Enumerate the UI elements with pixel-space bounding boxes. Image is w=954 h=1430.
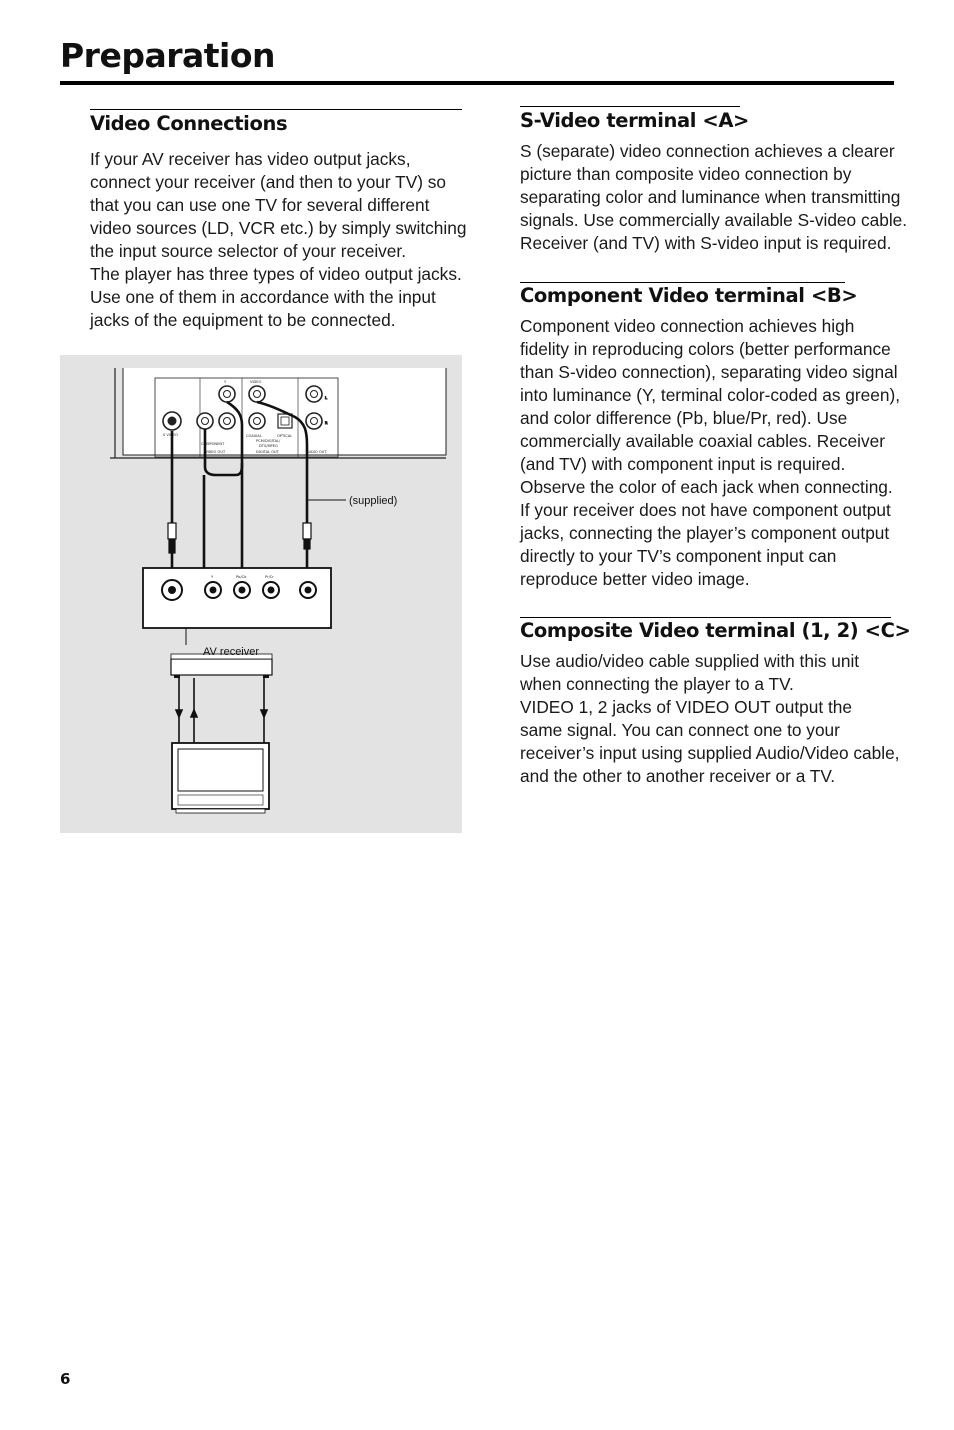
svg-text:R: R bbox=[325, 421, 328, 425]
player-rear-panel bbox=[110, 368, 446, 458]
text-line: The player has three types of video output jacks. bbox=[90, 264, 462, 284]
text-line: Component video connection achieves high bbox=[520, 316, 855, 336]
text-line: reproduce better video image. bbox=[520, 569, 750, 589]
text-line: Use one of them in accordance with the input bbox=[90, 287, 436, 307]
s-video-rule bbox=[520, 106, 740, 107]
text-line: VIDEO 1, 2 jacks of VIDEO OUT output the bbox=[520, 697, 853, 717]
s-video-body bbox=[520, 140, 907, 255]
text-line: If your receiver does not have component output bbox=[520, 500, 891, 520]
receiver-input-panel bbox=[143, 568, 331, 628]
s-video-heading: S-Video terminal <A> bbox=[520, 109, 749, 132]
text-line: fidelity in reproducing colors (better performance bbox=[520, 339, 891, 359]
tv-icon bbox=[172, 743, 269, 813]
text-line: If your AV receiver has video output jacks, bbox=[90, 149, 411, 169]
component-video-heading: Component Video terminal <B> bbox=[520, 284, 858, 307]
text-line: picture than composite video connection by bbox=[520, 164, 852, 184]
panel-label: OPTICAL bbox=[277, 434, 293, 438]
panel-label: DIGITAL OUT bbox=[256, 450, 279, 454]
composite-video-body bbox=[520, 650, 900, 788]
text-line: when connecting the player to a TV. bbox=[520, 674, 794, 694]
composite-video-heading: Composite Video terminal (1, 2) <C> bbox=[520, 619, 911, 642]
text-line: Use audio/video cable supplied with this unit bbox=[520, 651, 860, 671]
composite-video-rule bbox=[520, 617, 891, 618]
text-line: same signal. You can connect one to your bbox=[520, 720, 840, 740]
panel-label: COMPONENT bbox=[201, 442, 225, 446]
video-connections-body bbox=[90, 148, 466, 332]
text-line: video sources (LD, VCR etc.) by simply switching bbox=[90, 218, 467, 238]
text-line: connect your receiver (and then to your TV) so bbox=[90, 172, 447, 192]
receiver-jack-label: Pb/Cb bbox=[236, 575, 247, 579]
text-line: separating color and luminance when transmitting bbox=[520, 187, 901, 207]
text-line: jacks, connecting the player’s component output bbox=[520, 523, 890, 543]
panel-label: S VIDEO bbox=[163, 433, 178, 437]
connection-diagram bbox=[60, 355, 462, 833]
supplied-label: (supplied) bbox=[349, 495, 398, 507]
text-line: directly to your TV’s component input can bbox=[520, 546, 837, 566]
video-connections-rule bbox=[90, 109, 462, 110]
panel-label: DTS/MPEG bbox=[259, 444, 278, 448]
text-line: the input source selector of your receiver. bbox=[90, 241, 407, 261]
text-line: than S-video connection), separating video signal bbox=[520, 362, 898, 382]
panel-label: VIDEO bbox=[250, 380, 262, 384]
receiver-to-tv-cables bbox=[176, 678, 267, 743]
text-line: and color difference (Pb, blue/Pr, red). Use bbox=[520, 408, 848, 428]
panel-label: PCM/DIGITAL/ bbox=[256, 439, 281, 443]
page-number: 6 bbox=[60, 1370, 71, 1388]
receiver-jack-label: Pr/Cr bbox=[265, 575, 274, 579]
text-line: S (separate) video connection achieves a clearer bbox=[520, 141, 895, 161]
text-line: Receiver (and TV) with S-video input is required. bbox=[520, 233, 892, 253]
video-connections-heading: Video Connections bbox=[90, 112, 288, 135]
page-title: Preparation bbox=[60, 36, 276, 75]
text-line: (and TV) with component input is required. bbox=[520, 454, 846, 474]
text-line: receiver’s input using supplied Audio/Video cable, bbox=[520, 743, 900, 763]
text-line: into luminance (Y, terminal color-coded as green), bbox=[520, 385, 901, 405]
text-line: signals. Use commercially available S-video cable. bbox=[520, 210, 908, 230]
panel-label: AUDIO OUT bbox=[306, 450, 327, 454]
text-line: Observe the color of each jack when connecting. bbox=[520, 477, 893, 497]
receiver-jack-label: Y bbox=[211, 575, 214, 579]
cable-plugs bbox=[168, 523, 311, 553]
svg-text:L: L bbox=[325, 396, 328, 400]
text-line: commercially available coaxial cables. Receiver bbox=[520, 431, 885, 451]
panel-label: VIDEO OUT bbox=[205, 450, 226, 454]
connection-diagram-svg bbox=[60, 355, 462, 833]
av-receiver-label: AV receiver bbox=[203, 646, 260, 658]
component-video-rule bbox=[520, 282, 845, 283]
text-line: jacks of the equipment to be connected. bbox=[90, 310, 396, 330]
text-line: and the other to another receiver or a TV. bbox=[520, 766, 836, 786]
title-rule bbox=[60, 81, 894, 85]
text-line: that you can use one TV for several different bbox=[90, 195, 430, 215]
panel-label: COAXIAL bbox=[246, 434, 262, 438]
panel-label: Y bbox=[224, 380, 227, 384]
component-video-body bbox=[520, 315, 900, 591]
